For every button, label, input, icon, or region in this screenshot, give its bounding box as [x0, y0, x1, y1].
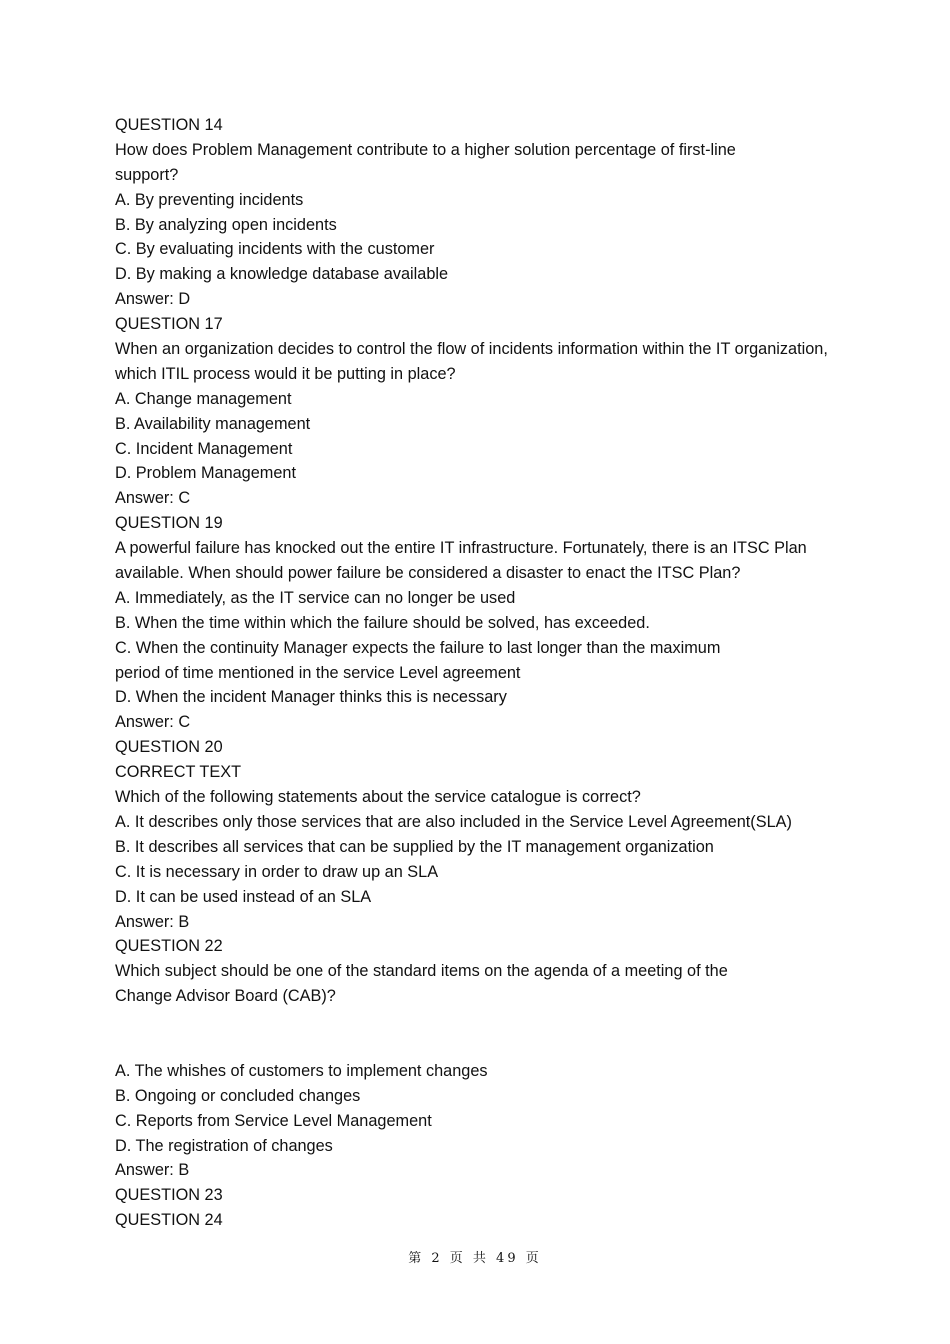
question-block — [115, 312, 875, 511]
question-block — [115, 1208, 875, 1233]
answer-option: A. Immediately, as the IT service can no longer be used — [115, 588, 516, 607]
question-text: How does Problem Management contribute to a higher solution percentage of first-line — [115, 140, 736, 159]
question-text: Which of the following statements about the service catalogue is correct? — [115, 788, 641, 807]
question-block — [115, 511, 875, 735]
answer-option: B. When the time within which the failure should be solved, has exceeded. — [115, 613, 650, 632]
blank-spacer — [115, 1009, 875, 1059]
question-block — [115, 113, 875, 312]
question-text: which ITIL process would it be putting in place? — [115, 364, 456, 383]
answer-option: C. Reports from Service Level Management — [115, 1111, 432, 1130]
answer-option: C. Incident Management — [115, 439, 293, 458]
answer-key: Answer: B — [115, 912, 190, 931]
question-heading: QUESTION 17 — [115, 315, 223, 334]
question-text: available. When should power failure be considered a disaster to enact the ITSC Plan? — [115, 564, 741, 583]
answer-option: D. When the incident Manager thinks this is necessary — [115, 688, 507, 707]
answer-key: Answer: C — [115, 489, 191, 508]
answer-option: D. By making a knowledge database available — [115, 265, 449, 284]
question-block — [115, 1183, 875, 1208]
question-text: Change Advisor Board (CAB)? — [115, 987, 336, 1006]
answer-option: A. It describes only those services that are also included in the Service Level Agreement(SLA) — [115, 812, 792, 831]
question-text: A powerful failure has knocked out the entire IT infrastructure. Fortunately, there is an ITSC Plan — [115, 539, 807, 558]
answer-option: C. It is necessary in order to draw up an SLA — [115, 862, 439, 881]
answer-key: Answer: B — [115, 1161, 190, 1180]
question-heading: QUESTION 24 — [115, 1211, 223, 1230]
question-text: When an organization decides to control the flow of incidents information within the IT organization, — [115, 340, 828, 359]
document-body — [115, 113, 875, 1233]
question-text: support? — [115, 165, 179, 184]
answer-option: A. By preventing incidents — [115, 190, 304, 209]
page-number-footer: 第 2 页 共 49 页 — [408, 1251, 542, 1266]
answer-key: Answer: C — [115, 713, 191, 732]
question-block — [115, 735, 875, 934]
question-heading: QUESTION 20 — [115, 738, 223, 757]
question-subheading: CORRECT TEXT — [115, 763, 242, 782]
answer-option: D. The registration of changes — [115, 1136, 333, 1155]
answer-option: A. The whishes of customers to implement changes — [115, 1061, 488, 1080]
answer-option: B. Ongoing or concluded changes — [115, 1086, 361, 1105]
answer-option: C. By evaluating incidents with the customer — [115, 240, 435, 259]
question-heading: QUESTION 22 — [115, 937, 223, 956]
question-block — [115, 934, 875, 1183]
answer-option: D. It can be used instead of an SLA — [115, 887, 372, 906]
question-heading: QUESTION 14 — [115, 116, 223, 134]
question-heading: QUESTION 23 — [115, 1186, 223, 1205]
answer-option: B. By analyzing open incidents — [115, 215, 337, 234]
answer-option: D. Problem Management — [115, 464, 296, 483]
answer-option: B. Availability management — [115, 414, 311, 433]
question-heading: QUESTION 19 — [115, 514, 223, 533]
answer-option: A. Change management — [115, 389, 292, 408]
answer-key: Answer: D — [115, 290, 191, 309]
answer-option: B. It describes all services that can be supplied by the IT management organization — [115, 837, 714, 856]
answer-option: period of time mentioned in the service Level agreement — [115, 663, 521, 682]
question-text: Which subject should be one of the standard items on the agenda of a meeting of the — [115, 962, 728, 981]
answer-option: C. When the continuity Manager expects the failure to last longer than the maximum — [115, 638, 721, 657]
